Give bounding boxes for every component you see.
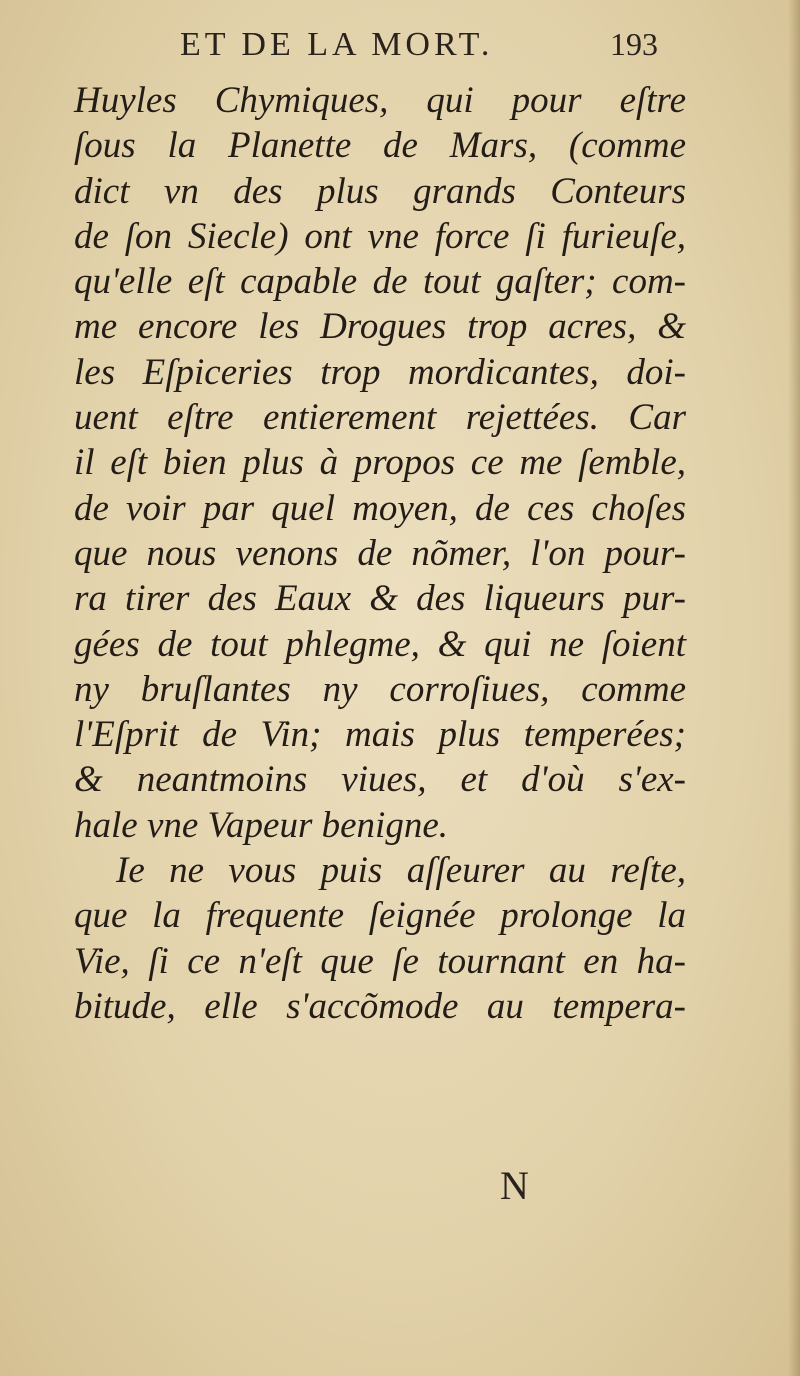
page-number: 193 (610, 26, 658, 62)
text-line: que nous venons de nõmer, l'on pour- (74, 532, 686, 574)
page-edge-shadow (788, 0, 800, 1376)
text-line: Ie ne vous puis aſſeurer au reſte, (116, 850, 686, 892)
text-line: de ſon Siecle) ont vne force ſi furieuſe, (74, 215, 686, 257)
running-head (180, 26, 780, 76)
text-line: uent eſtre entierement rejettées. Car (74, 397, 686, 439)
running-head-title: ET DE LA MORT. (180, 26, 494, 63)
text-line: hale vne Vapeur benigne. (74, 804, 448, 846)
text-line: l'Eſprit de Vin; mais plus temperées; (74, 714, 686, 756)
body-text (74, 78, 686, 1029)
text-line: les Eſpiceries trop mordicantes, doi- (74, 351, 686, 393)
text-line: bitude, elle s'accõmode au tempera- (74, 985, 686, 1027)
text-line: me encore les Drogues trop acres, & (74, 306, 686, 348)
text-line: dict vn des plus grands Conteurs (74, 170, 686, 212)
text-line: qu'elle eſt capable de tout gaſter; com- (74, 261, 686, 303)
signature-mark: N (500, 1163, 529, 1208)
text-line: de voir par quel moyen, de ces choſes (74, 487, 686, 529)
text-line: ſous la Planette de Mars, (comme (74, 125, 686, 167)
text-line: & neantmoins viues, et d'où s'ex- (74, 759, 686, 801)
text-line: gées de tout phlegme, & qui ne ſoient (74, 623, 686, 665)
text-line: ra tirer des Eaux & des liqueurs pur- (74, 578, 686, 620)
text-line: Vie, ſi ce n'eſt que ſe tournant en ha- (74, 940, 686, 982)
text-line: que la frequente ſeignée prolonge la (74, 895, 686, 937)
text-line: il eſt bien plus à propos ce me ſemble, (74, 442, 686, 484)
text-line: Huyles Chymiques, qui pour eſtre (74, 80, 686, 121)
text-line: ny bruſlantes ny corroſiues, comme (74, 668, 686, 710)
